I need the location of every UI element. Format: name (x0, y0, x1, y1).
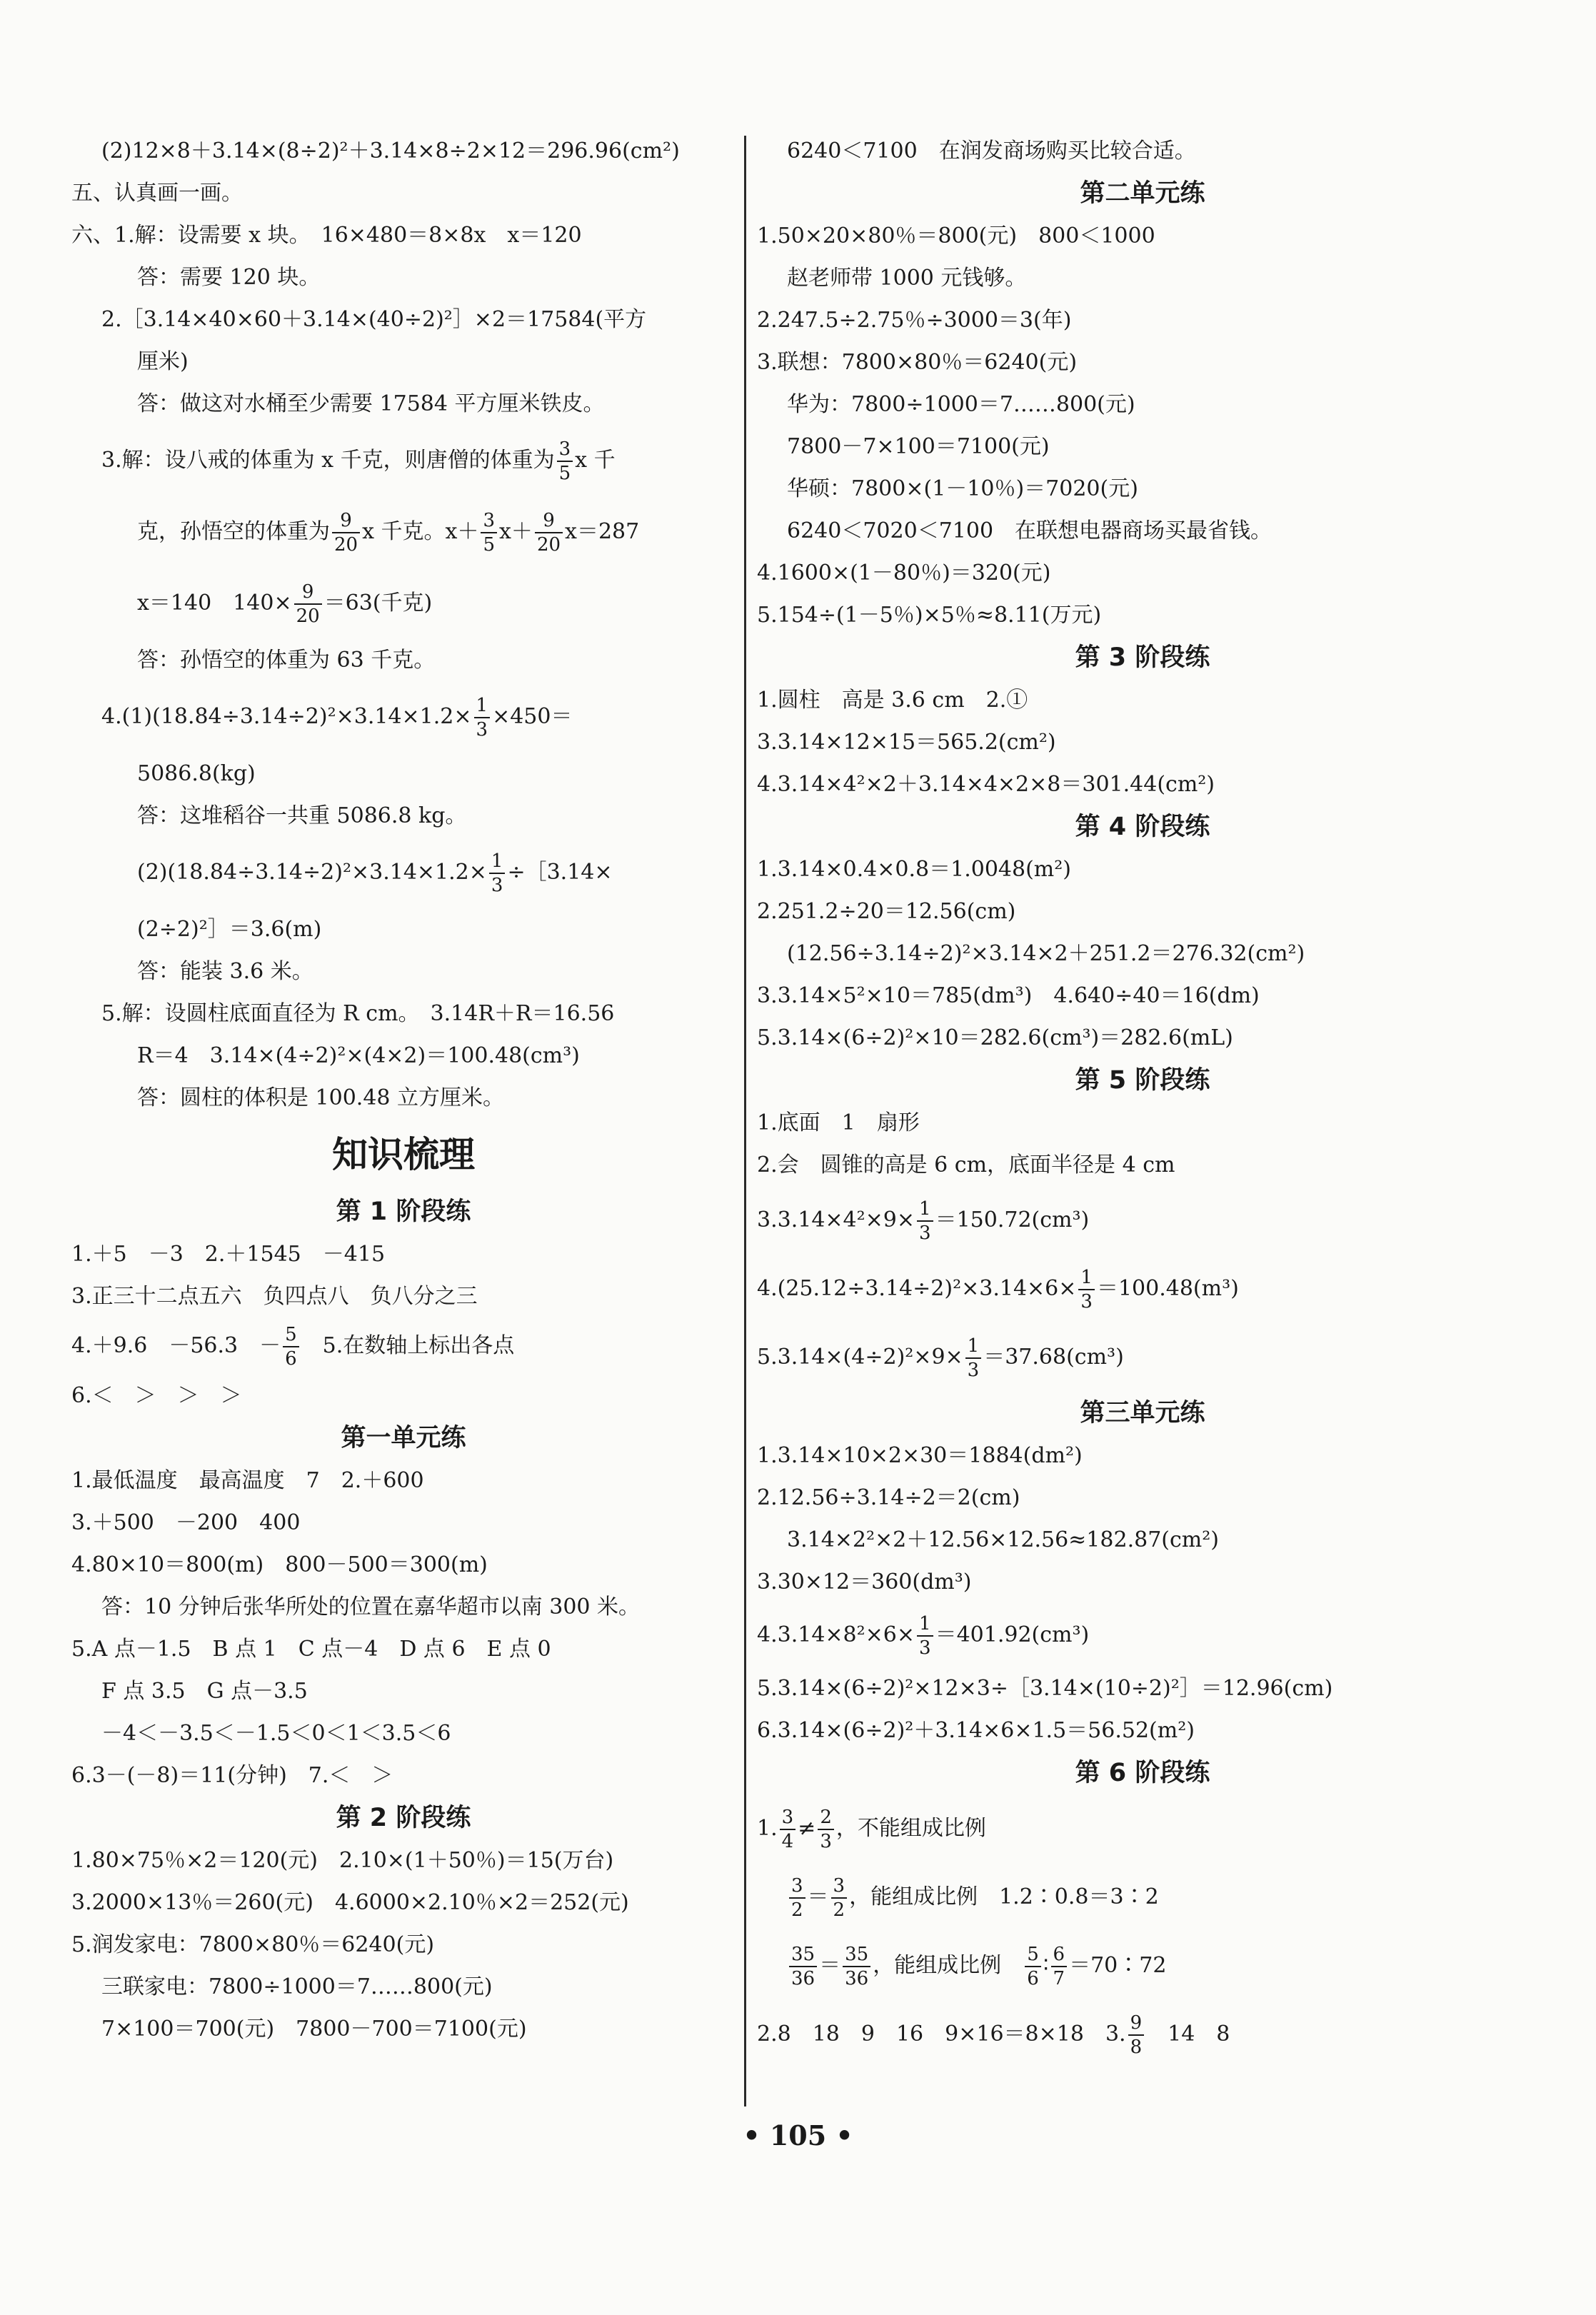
answer-line: 3.14×2²×2＋12.56×12.56≈182.87(cm²) (787, 1527, 1219, 1552)
answer-line: 4.(25.12÷3.14÷2)²×3.14×6× $\frac{1}{3}$ ＝100.48(m³) (757, 1267, 1239, 1312)
fraction: $\frac{1}{3}$ (489, 850, 506, 897)
answer-line: 厘米) (137, 349, 189, 374)
answer-line: 4.80×10＝800(m) 800－500＝300(m) (71, 1552, 488, 1577)
answer-line: 1. $\frac{3}{4}$ ≠ $\frac{2}{3}$ ，不能组成比例 (757, 1807, 986, 1852)
fraction: $\frac{1}{3}$ (965, 1335, 982, 1382)
answer-line: 2.247.5÷2.75％÷3000＝3(年) (757, 308, 1072, 333)
answer-line: 2.8 18 9 16 9×16＝8×18 3. $\frac{9}{8}$ 14 8 (757, 2012, 1230, 2058)
fraction: $\frac{3}{5}$ (481, 509, 497, 556)
fraction: $\frac{9}{8}$ (1128, 2012, 1145, 2059)
section-heading: 第 5 阶段练 (1075, 1066, 1210, 1095)
answer-line: 5.解：设圆柱底面直径为 R cm。 3.14R＋R＝16.56 (101, 1001, 615, 1026)
section-heading: 第一单元练 (341, 1424, 466, 1452)
answer-line: 3.解：设八戒的体重为 x 千克，则唐僧的体重为 $\frac{3}{5}$ x 千 (101, 438, 616, 484)
answer-line: 5.154÷(1－5％)×5％≈8.11(万元) (757, 603, 1102, 628)
answer-line: 1.50×20×80％＝800(元) 800＜1000 (757, 224, 1155, 248)
answer-line: 答：孙悟空的体重为 63 千克。 (137, 648, 436, 673)
answer-line: 6.＜ ＞ ＞ ＞ (71, 1383, 242, 1408)
answer-line: 4.＋9.6 －56.3 － $\frac{5}{6}$ 5.在数轴上标出各点 (71, 1324, 515, 1370)
fraction: $\frac{1}{3}$ (1078, 1266, 1095, 1313)
answer-line: $\frac{3}{2}$ ＝ $\frac{3}{2}$ ，能组成比例 1.2∶0.8＝3∶2 (757, 1863, 1528, 1932)
left-column (71, 130, 736, 2050)
page-number: • 105 • (743, 2119, 853, 2151)
answer-line: 3.联想：7800×80％＝6240(元) (757, 350, 1078, 375)
section-heading: 第 2 阶段练 (336, 1804, 471, 1832)
answer-line: 3.正三十二点五六 负四点八 负八分之三 (71, 1284, 478, 1309)
answer-line: 6240＜7100 在润发商场购买比较合适。 (787, 139, 1196, 164)
answer-line: (2÷2)²］＝3.6(m) (137, 917, 322, 942)
answer-line: 3.＋500 －200 400 (71, 1510, 301, 1535)
fraction: $\frac{1}{3}$ (917, 1197, 933, 1245)
answer-line: 3.2000×13％＝260(元) 4.6000×2.10％×2＝252(元) (71, 1890, 629, 1915)
fraction: $\frac{35}{36}$ (843, 1943, 870, 1990)
answer-line: 7×100＝700(元) 7800－700＝7100(元) (101, 2017, 527, 2042)
section-heading: 第 6 阶段练 (1075, 1759, 1210, 1787)
answer-line: 答：能装 3.6 米。 (137, 959, 313, 984)
section-heading: 第 3 阶段练 (1075, 643, 1210, 672)
answer-line: 克，孙悟空的体重为 $\frac{9}{20}$ x 千克。x＋ $\frac{3}{5}$ x＋ $\frac{9}{20}$ x＝287 (137, 510, 640, 556)
answer-line: 答：10 分钟后张华所处的位置在嘉华超市以南 300 米。 (101, 1595, 641, 1620)
fraction: $\frac{3}{4}$ (780, 1806, 796, 1853)
fraction: $\frac{3}{2}$ (789, 1874, 805, 1922)
answer-line: 五、认真画一画。 (71, 181, 243, 206)
answer-line: 5.A 点－1.5 B 点 1 C 点－4 D 点 6 E 点 0 (71, 1637, 551, 1662)
answer-line: 5.3.14×(6÷2)²×10＝282.6(cm³)＝282.6(mL) (757, 1025, 1233, 1050)
answer-line: 1.3.14×10×2×30＝1884(dm²) (757, 1443, 1083, 1468)
answer-line: 华硕：7800×(1－10％)＝7020(元) (787, 476, 1138, 501)
answer-line: 4.3.14×8²×6× $\frac{1}{3}$ ＝401.92(cm³) (757, 1613, 1090, 1659)
fraction: $\frac{5}{6}$ (1025, 1943, 1041, 1990)
answer-line: 3.3.14×5²×10＝785(dm³) 4.640÷40＝16(dm) (757, 983, 1260, 1008)
fraction: $\frac{9}{20}$ (294, 581, 322, 628)
answer-line: 答：这堆稻谷一共重 5086.8 kg。 (137, 803, 467, 828)
answer-line: 华为：7800÷1000＝7……800(元) (787, 392, 1135, 417)
answer-line: 答：需要 120 块。 (137, 265, 321, 290)
fraction: $\frac{3}{5}$ (557, 438, 573, 485)
column-divider (744, 136, 746, 2106)
answer-line: 7800－7×100＝7100(元) (787, 434, 1050, 459)
answer-line: 1.＋5 －3 2.＋1545 －415 (71, 1242, 386, 1267)
section-heading: 第 4 阶段练 (1075, 813, 1210, 841)
section-title: 知识梳理 (332, 1134, 475, 1175)
answer-line: 4.(1)(18.84÷3.14÷2)²×3.14×1.2× $\frac{1}{3}$ ×450＝ (101, 695, 573, 740)
answer-line: 1.底面 1 扇形 (757, 1110, 920, 1135)
answer-line: F 点 3.5 G 点－3.5 (101, 1679, 308, 1704)
answer-line: 3.3.14×12×15＝565.2(cm²) (757, 730, 1056, 755)
section-heading: 第二单元练 (1080, 179, 1205, 208)
answer-line: 1.圆柱 高是 3.6 cm 2.① (757, 688, 1028, 713)
answer-line: 1.80×75％×2＝120(元) 2.10×(1＋50％)＝15(万台) (71, 1848, 614, 1873)
answer-line: x＝140 140× $\frac{9}{20}$ ＝63(千克) (137, 581, 433, 627)
answer-line: 5.3.14×(6÷2)²×12×3÷［3.14×(10÷2)²］＝12.96(cm) (757, 1676, 1333, 1701)
fraction: $\frac{2}{3}$ (818, 1806, 834, 1853)
answer-line: 6240＜7020＜7100 在联想电器商场买最省钱。 (787, 518, 1273, 543)
answer-line: 2.12.56÷3.14÷2＝2(cm) (757, 1485, 1020, 1510)
fraction: $\frac{1}{3}$ (917, 1612, 933, 1659)
answer-line: (12.56÷3.14÷2)²×3.14×2＋251.2＝276.32(cm²) (787, 941, 1305, 966)
answer-line: 答：圆柱的体积是 100.48 立方厘米。 (137, 1085, 505, 1110)
answer-line: 6.3－(－8)＝11(分钟) 7.＜ ＞ (71, 1763, 393, 1788)
answer-line: 4.3.14×4²×2＋3.14×4×2×8＝301.44(cm²) (757, 772, 1215, 797)
fraction: $\frac{5}{6}$ (283, 1323, 299, 1370)
answer-line: 三联家电：7800÷1000＝7……800(元) (101, 1974, 493, 1999)
fraction: $\frac{3}{2}$ (831, 1874, 848, 1922)
answer-line: 6.3.14×(6÷2)²＋3.14×6×1.5＝56.52(m²) (757, 1718, 1195, 1743)
answer-line: R＝4 3.14×(4÷2)²×(4×2)＝100.48(cm³) (137, 1043, 580, 1068)
right-column (757, 130, 1528, 2069)
fraction: $\frac{1}{3}$ (474, 694, 491, 741)
answer-line: 3.3.14×4²×9× $\frac{1}{3}$ ＝150.72(cm³) (757, 1198, 1090, 1244)
answer-line: 2.251.2÷20＝12.56(cm) (757, 899, 1016, 924)
answer-line: 六、1.解：设需要 x 块。 16×480＝8×8x x＝120 (71, 223, 582, 248)
answer-line: 赵老师带 1000 元钱够。 (787, 266, 1027, 291)
section-heading: 第三单元练 (1080, 1399, 1205, 1427)
answer-line: 2.［3.14×40×60＋3.14×(40÷2)²］×2＝17584(平方 (101, 307, 647, 332)
section-heading: 第 1 阶段练 (336, 1197, 471, 1226)
answer-line: 5086.8(kg) (137, 761, 256, 786)
fraction: $\frac{9}{20}$ (332, 509, 360, 556)
fraction: $\frac{35}{36}$ (789, 1943, 817, 1990)
answer-line: 1.最低温度 最高温度 7 2.＋600 (71, 1468, 424, 1493)
answer-line: (2)(18.84÷3.14÷2)²×3.14×1.2× $\frac{1}{3}$ ÷［3.14× (137, 850, 613, 896)
answer-line: －4＜－3.5＜－1.5＜0＜1＜3.5＜6 (101, 1721, 451, 1746)
fraction: $\frac{9}{20}$ (535, 509, 563, 556)
answer-line: 1.3.14×0.4×0.8＝1.0048(m²) (757, 857, 1071, 882)
answer-line: (2)12×8＋3.14×(8÷2)²＋3.14×8÷2×12＝296.96(cm²) (101, 139, 680, 164)
answer-line: 4.1600×(1－80％)＝320(元) (757, 561, 1051, 586)
fraction: $\frac{6}{7}$ (1051, 1943, 1068, 1990)
answer-line: 2.会 圆锥的高是 6 cm，底面半径是 4 cm (757, 1153, 1175, 1177)
answer-line: 3.30×12＝360(dm³) (757, 1570, 972, 1595)
answer-line: $\frac{35}{36}$ ＝ $\frac{35}{36}$ ，能组成比例 $\frac{5}{6}$ ∶ $\frac{6}{7}$ ＝70∶72 (757, 1932, 1528, 2000)
answer-line: 答：做这对水桶至少需要 17584 平方厘米铁皮。 (137, 391, 605, 416)
answer-line: 5.润发家电：7800×80％＝6240(元) (71, 1932, 435, 1957)
answer-line: 5.3.14×(4÷2)²×9× $\frac{1}{3}$ ＝37.68(cm³) (757, 1335, 1124, 1381)
